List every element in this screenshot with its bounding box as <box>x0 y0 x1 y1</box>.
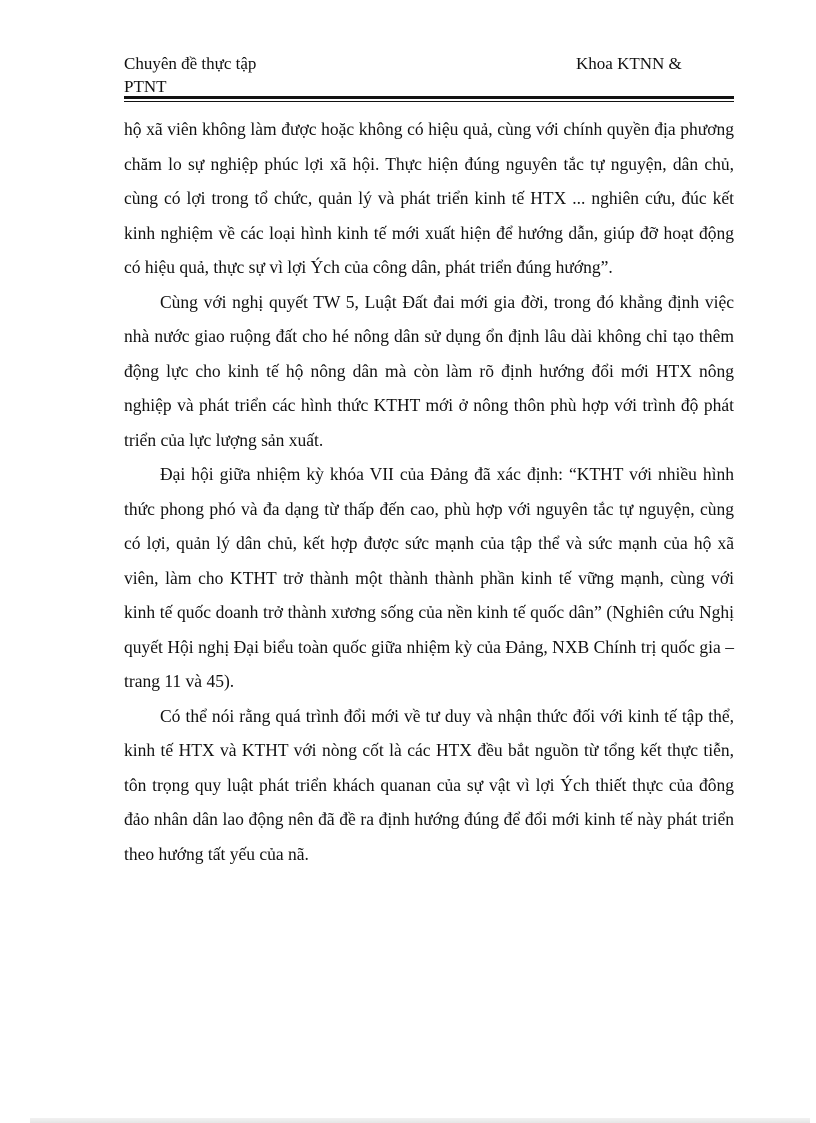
header-department: Khoa KTNN & <box>576 54 682 73</box>
header-rule-thick <box>124 96 734 99</box>
paragraph-4: Có thể nói rằng quá trình đổi mới về tư duy và nhận thức đối với kinh tế tập thể, kinh tế HTX và KTHT với nòng cốt là các HTX đều bắt nguồn từ tổng kết thực tiễn, tôn trọng quy luật phát triển khách quanan của sự vật vì lợi Ých thiết thực của đông đảo nhân dân lao động nên đã đề ra định hướng đúng để đổi mới kinh tế này phát triển theo hướng tất yếu của nã. <box>124 705 734 864</box>
paragraph-1: hộ xã viên không làm được hoặc không có hiệu quả, cùng với chính quyền địa phương chăm lo sự nghiệp phúc lợi xã hội. Thực hiện đúng nguyên tắc tự nguyện, dân chủ, cùng có lợi trong tổ chức, quản lý và phát triển kinh tế HTX ... nghiên cứu, đúc kết kinh nghiệm về các loại hình kinh tế mới xuất hiện để hướng dẫn, giúp đỡ hoạt động có hiệu quả, thực sự vì lợi Ých của công dân, phát triển đúng hướng”. <box>124 119 734 277</box>
header-title: Chuyên đề thực tập <box>124 54 257 73</box>
paragraph-3: Đại hội giữa nhiệm kỳ khóa VII của Đảng đã xác định: “KTHT với nhiều hình thức phong phó và đa dạng từ thấp đến cao, phù hợp với nguyên tắc tự nguyện, cùng có lợi, quản lý dân chủ, kết hợp được sức mạnh của tập thể và sức mạnh của hộ xã viên, làm cho KTHT trở thành một thành thành phần kinh tế vững mạnh, cùng với kinh tế quốc doanh trở thành xương sống của nền kinh tế quốc dân” (Nghiên cứu Nghị quyết Hội nghị Đại biểu toàn quốc giữa nhiệm kỳ của Đảng, NXB Chính trị quốc gia – trang 11 và 45). <box>124 464 734 691</box>
header-department-continued: PTNT <box>124 77 167 96</box>
paragraph-2: Cùng với nghị quyết TW 5, Luật Đất đai mới gia đời, trong đó khẳng định việc nhà nước giao ruộng đất cho hé nông dân sử dụng ổn định lâu dài không chỉ tạo thêm động lực cho kinh tế hộ nông dân mà còn làm rõ định hướng đổi mới HTX nông nghiệp và phát triển các hình thức KTHT mới ở nông thôn phù hợp với trình độ phát triển của lực lượng sản xuất. <box>124 291 734 450</box>
document-body <box>124 112 734 871</box>
page-bottom-shadow <box>30 1118 810 1123</box>
header-rule-thin <box>124 101 734 102</box>
page-header <box>124 52 734 100</box>
